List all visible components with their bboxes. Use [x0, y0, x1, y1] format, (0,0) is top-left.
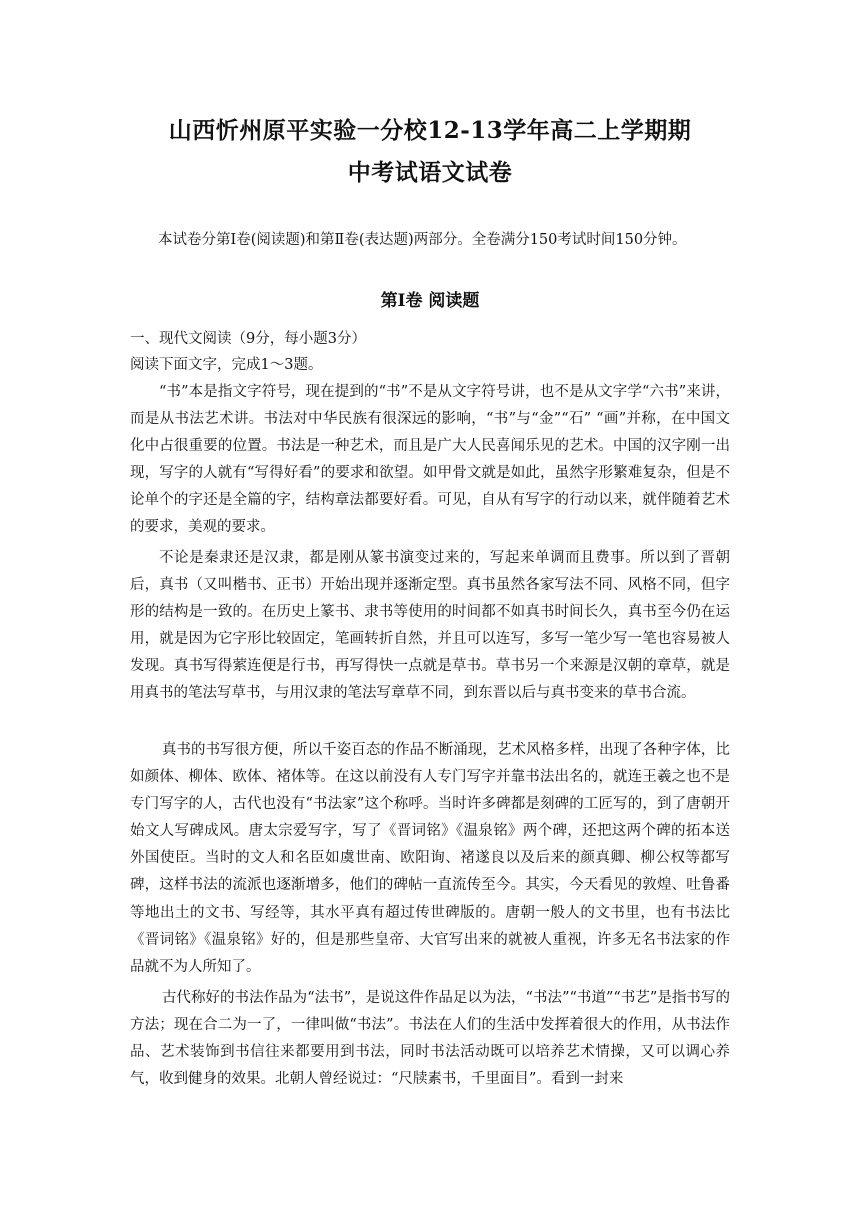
question-heading: 一、现代文阅读（9分，每小题3分） — [130, 331, 366, 347]
exam-title-line-1: 山西忻州原平实验一分校12-13学年高二上学期期 — [168, 117, 692, 144]
paragraph-text: 古代称好的书法作品为“法书”，是说这件作品足以为法，“书法”“书道”“书艺”是指书写的方法；现在合二为一了，一律叫做“书法”。书法在人们的生活中发挥着很大的作用，从书法作品、艺术装饰到书信往来都要用到书法，同时书法活动既可以培养艺术情操，又可以调心养气，收到健身的效果。北朝人曾经说过：“尺牍素书，千里面目”。看到一封来 — [130, 990, 730, 1088]
passage-paragraph-2 — [130, 545, 730, 708]
paragraph-text: “书”本是指文字符号，现在提到的“书”不是从文字符号讲，也不是从文字学“六书”来讲，而是从书法艺术讲。书法对中华民族有很深远的影响，“书”与“金”“石” “画”并称，在中国文化中占很重要的位置。书法是一种艺术，而且是广大人民喜闻乐见的艺术。中国的汉字刚一出现，写字的人就有“写得好看”的要求和欲望。如甲骨文就是如此，虽然字形繁难复杂，但是不论单个的字还是全篇的字，结构章法都要好看。可见，自从有写字的行动以来，就伴随着艺术的要求，美观的要求。 — [130, 384, 730, 536]
passage-paragraph-1 — [130, 379, 730, 542]
paragraph-text: 不论是秦隶还是汉隶，都是刚从篆书演变过来的，写起来单调而且费事。所以到了晋朝后，真书（又叫楷书、正书）开始出现并逐渐定型。真书虽然各家写法不同、风格不同，但字形的结构是一致的。在历史上篆书、隶书等使用的时间都不如真书时间长久，真书至今仍在运用，就是因为它字形比较固定，笔画转折自然，并且可以连写，多写一笔少写一笔也容易被人发现。真书写得萦连便是行书，再写得快一点就是草书。草书另一个来源是汉朝的章草，就是用真书的笔法写草书，与用汉隶的笔法写章草不同，到东晋以后与真书变来的草书合流。 — [130, 550, 730, 702]
paragraph-text: 真书的书写很方便，所以千姿百态的作品不断涌现，艺术风格多样，出现了各种字体，比如颜体、柳体、欧体、褚体等。在这以前没有人专门写字并靠书法出名的，就连王羲之也不是专门写字的人，古代也没有“书法家”这个称呼。当时许多碑都是刻碑的工匠写的，到了唐朝开始文人写碑成风。唐太宗爱写字，写了《晋词铭》《温泉铭》两个碑，还把这两个碑的拓本送外国使臣。当时的文人和名臣如虞世南、欧阳询、褚遂良以及后来的颜真卿、柳公权等都写碑，这样书法的流派也逐渐增多，他们的碑帖一直流传至今。其实，今天看见的敦煌、吐鲁番等地出土的文书、写经等，其水平真有超过传世碑版的。唐朝一般人的文书里，也有书法比《晋词铭》《温泉铭》好的，但是那些皇帝、大官写出来的就被人重视，许多无名书法家的作品就不为人所知了。 — [130, 742, 730, 975]
section-heading: 第Ⅰ卷 阅读题 — [380, 291, 480, 311]
exam-intro: 本试卷分第Ⅰ卷(阅读题)和第Ⅱ卷(表达题)两部分。全卷满分150考试时间150分钟。 — [158, 232, 687, 248]
passage-paragraph-3 — [130, 737, 730, 981]
passage-paragraph-4 — [130, 985, 730, 1093]
exam-title-line-2: 中考试语文试卷 — [347, 159, 513, 186]
question-instruction: 阅读下面文字，完成1～3题。 — [130, 357, 323, 373]
